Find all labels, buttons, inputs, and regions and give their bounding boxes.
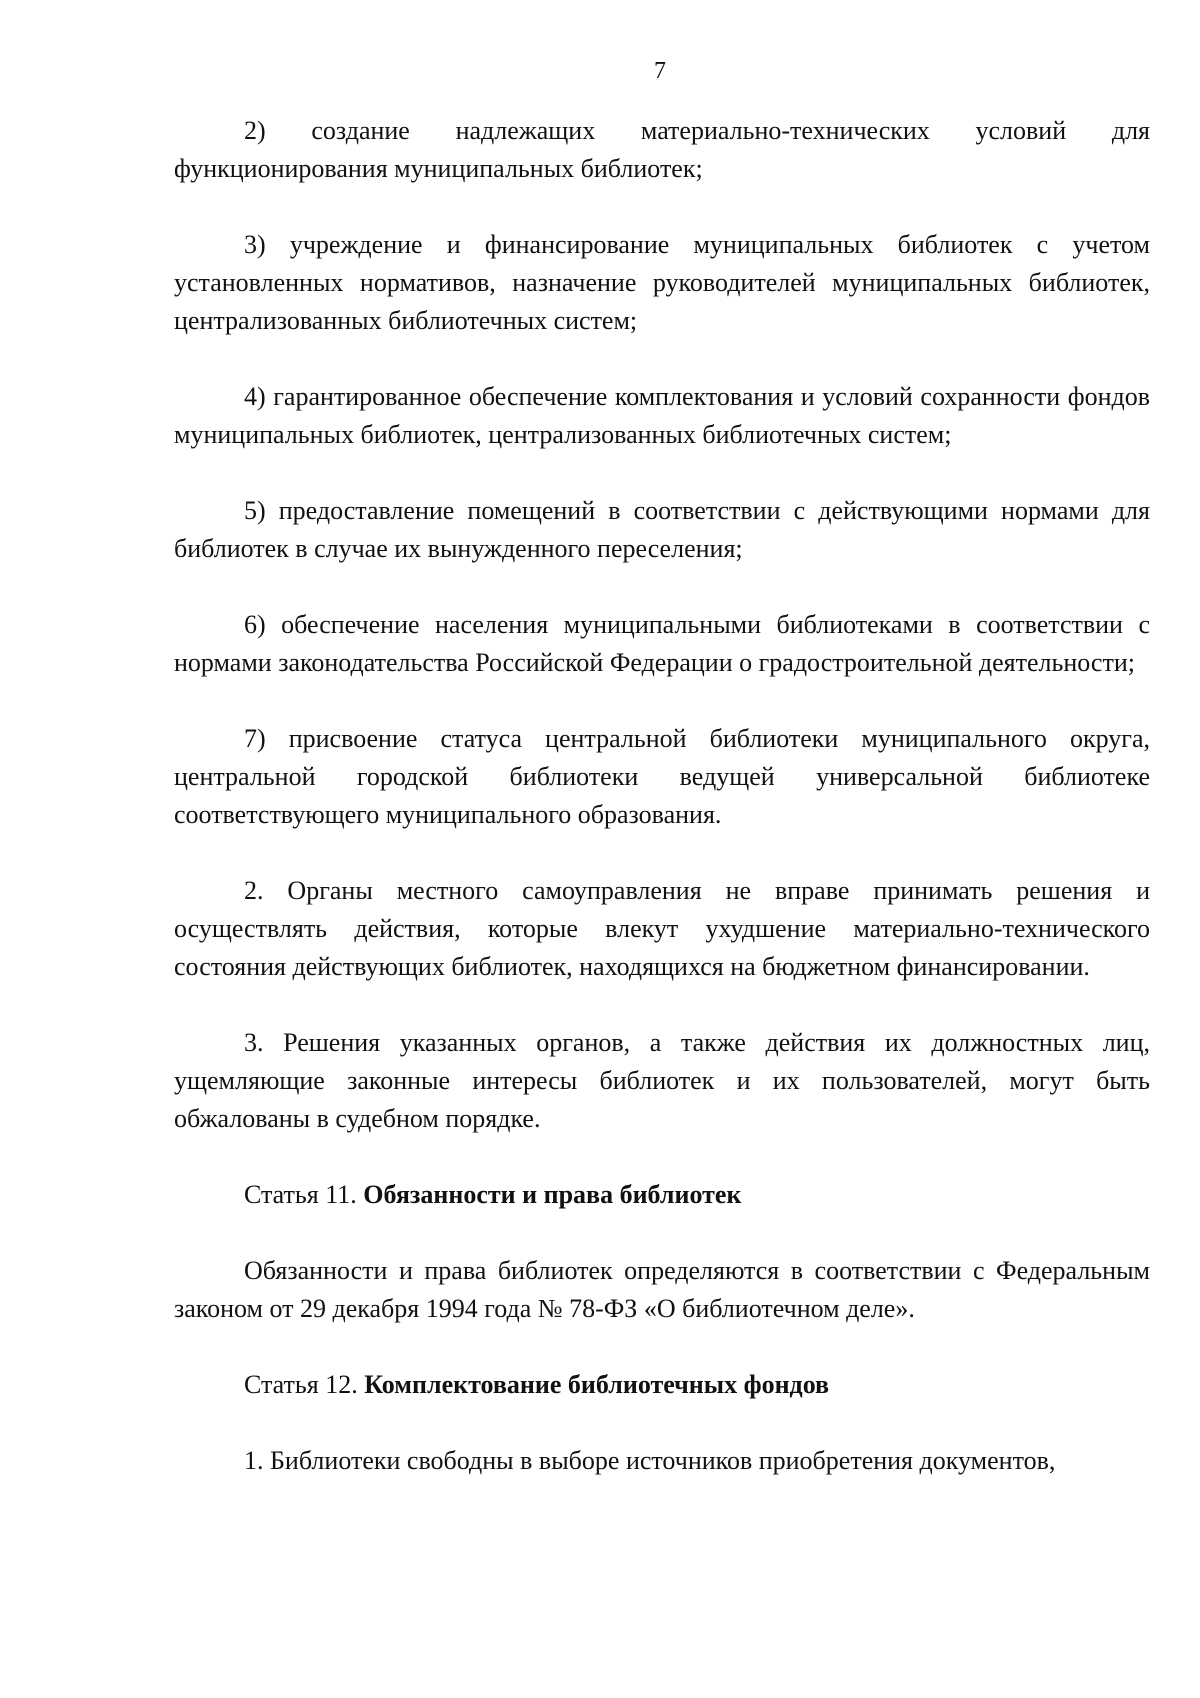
article-11-text: Обязанности и права библиотек определяются в соответствии с Федеральным законом от 29 декабря 1994 года № 78-ФЗ «О библиотечном деле». [174,1256,1150,1323]
article-11-title: Обязанности и права библиотек [363,1180,742,1209]
paragraph-item-3: 3) учреждение и финансирование муниципальных библиотек с учетом установленных нормативов, назначение руководителей муниципальных библиотек, централизованных библиотечных систем; [174,230,1150,335]
article-12-heading [174,1366,1150,1404]
paragraph-item-5: 5) предоставление помещений в соответствии с действующими нормами для библиотек в случае их вынужденного переселения; [174,496,1150,563]
page-number: 7 [654,58,666,84]
paragraph-item-2: 2) создание надлежащих материально-технических условий для функционирования муниципальных библиотек; [174,116,1150,183]
paragraph-section-3: 3. Решения указанных органов, а также действия их должностных лиц, ущемляющие законные интересы библиотек и их пользователей, могут быть обжалованы в судебном порядке. [174,1028,1150,1133]
document-body [174,112,1150,1480]
paragraph-item-4: 4) гарантированное обеспечение комплектования и условий сохранности фондов муниципальных библиотек, централизованных библиотечных систем; [174,382,1150,449]
article-11-heading [174,1176,1150,1214]
paragraph-section-2: 2. Органы местного самоуправления не вправе принимать решения и осуществлять действия, которые влекут ухудшение материально-технического состояния действующих библиотек, находящихся на бюджетном финансировании. [174,876,1150,981]
article-12-title: Комплектование библиотечных фондов [364,1370,830,1399]
paragraph-item-7: 7) присвоение статуса центральной библиотеки муниципального округа, центральной городской библиотеки ведущей универсальной библиотеке соответствующего муниципального образования. [174,724,1150,829]
article-11-prefix: Статья 11. [244,1180,364,1209]
paragraph-item-6: 6) обеспечение населения муниципальными библиотеками в соответствии с нормами законодательства Российской Федерации о градостроительной деятельности; [174,610,1150,677]
article-12-prefix: Статья 12. [244,1370,365,1399]
article-12-text: 1. Библиотеки свободны в выборе источников приобретения документов, [244,1446,1056,1475]
